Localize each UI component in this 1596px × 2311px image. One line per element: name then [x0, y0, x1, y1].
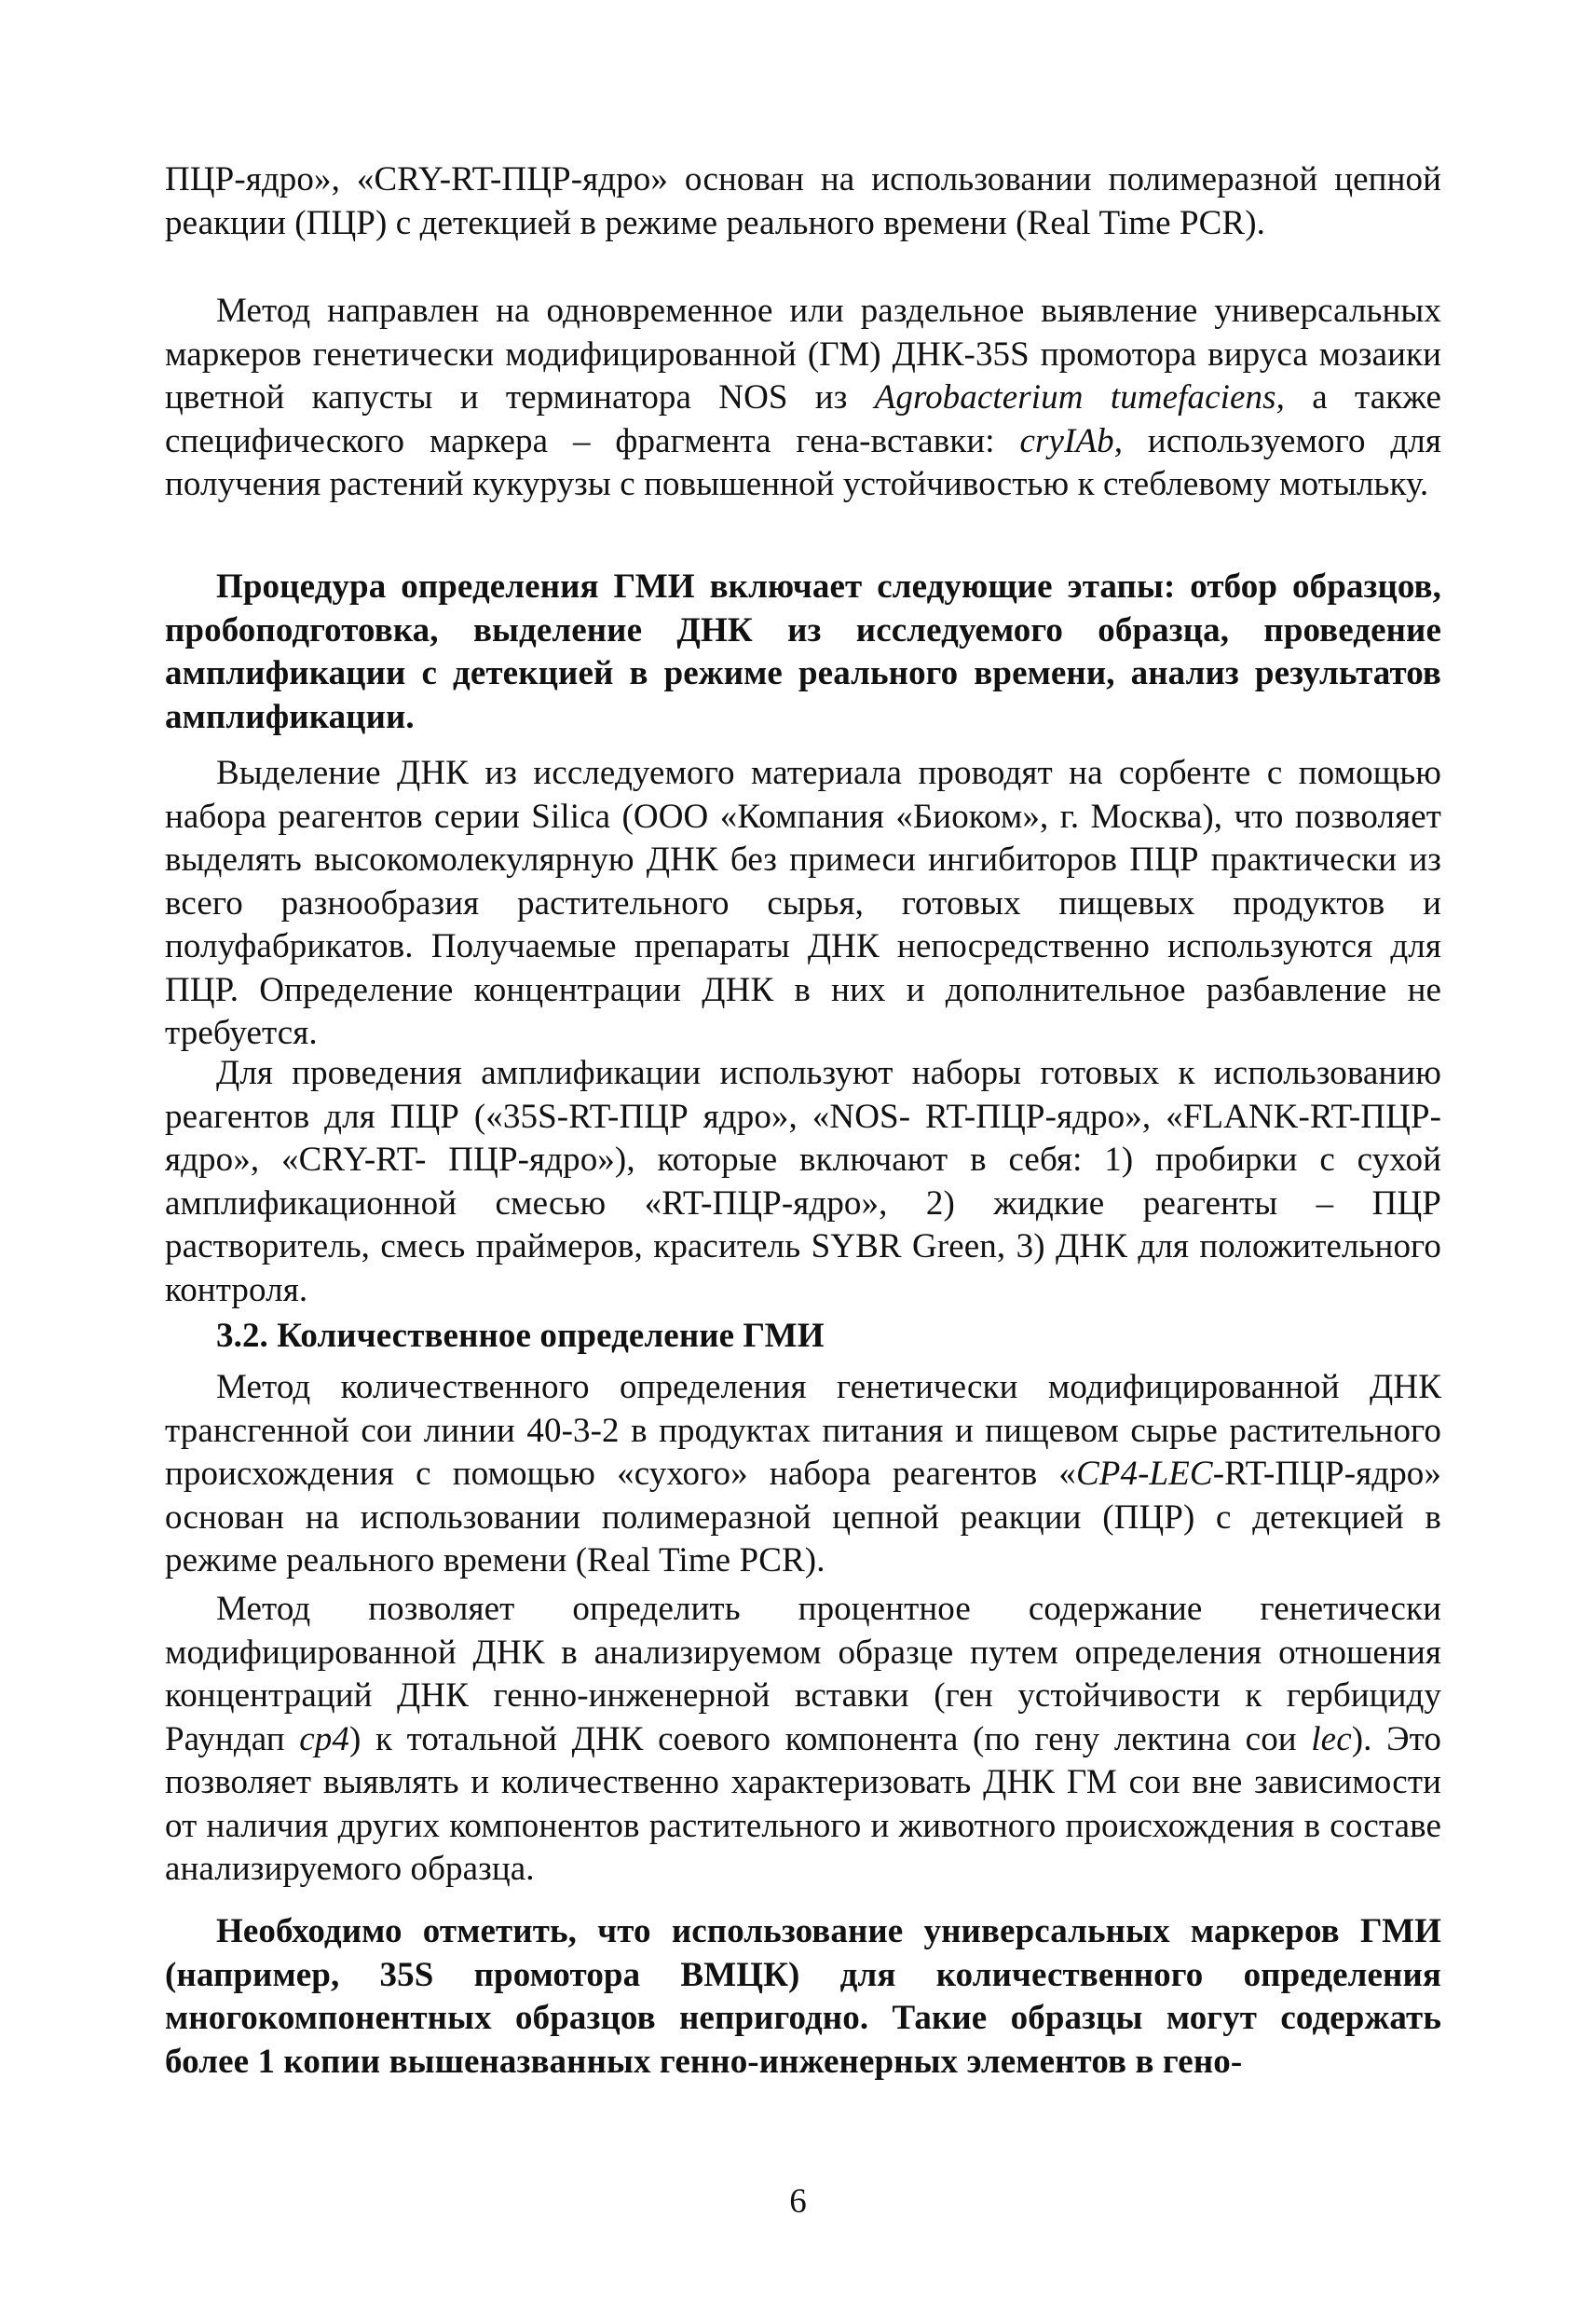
paragraph-3: Процедура определения ГМИ включает следующие этапы: отбор образцов, пробоподготовка, выделение ДНК из исследуемого образца, проведение амплификации с детекцией в режиме реального времени, анализ результатов амплификации.	[165, 567, 1441, 736]
paragraph-8: Необходимо отметить, что использование универсальных маркеров ГМИ (например, 35S промотора ВМЦК) для количественного определения многокомпонентных образцов непригодно. Такие образцы могут содержать более 1 копии вышеназванных генно-инженерных элементов в гено-	[165, 1912, 1441, 2081]
paragraph-2: Метод направлен на одновременное или раздельное выявление универсальных маркеров генетически модифицированной (ГМ) ДНК-35S промотора вируса мозаики цветной капусты и терминатора NOS из Agrobacterium tumefaciens, а также специфического маркера – фрагмента гена-вставки: cryIAb, используемого для получения растений кукурузы с повышенной устойчивостью к стеблевому мотыльку.	[165, 292, 1442, 503]
section-heading	[165, 1315, 1441, 1359]
gene-cp4: cp4	[299, 1719, 349, 1758]
species-name: Agrobacterium tumefaciens,	[874, 378, 1286, 417]
paragraph-5: Для проведения амплификации используют наборы готовых к использованию реагентов для ПЦР («35S-RT-ПЦР ядро», «NOS- RT-ПЦР-ядро», «FLANK-RT-ПЦР-ядро», «CRY-RT- ПЦР-ядро»), которые включают в себя: 1) пробирки с сухой амплификационной смесью «RT-ПЦР-ядро», 2) жидкие реагенты – ПЦР растворитель, смесь праймеров, краситель SYBR Green, 3) ДНК для положительного контроля.	[165, 1054, 1441, 1309]
paragraph-note	[165, 1910, 1441, 2084]
gene-name: cryIAb,	[1019, 421, 1124, 460]
page-number: 6	[789, 2182, 807, 2221]
paragraph-continuation	[165, 158, 1441, 245]
paragraph-procedure-steps	[165, 566, 1441, 739]
paragraph-percentage-method	[165, 1588, 1441, 1892]
heading-3-2: 3.2. Количественное определение ГМИ	[216, 1317, 825, 1355]
paragraph-6: Метод количественного определения генетически модифицированной ДНК трансгенной сои линии 40-3-2 в продуктах питания и пищевом сырье растительного происхождения с помощью «сухого» набора реагентов «CP4-LEC-RT-ПЦР-ядро» основан на использовании полимеразной цепной реакции (ПЦР) с детекцией в режиме реального времени (Real Time PCR).	[165, 1368, 1441, 1579]
gene-lec: lec	[1311, 1719, 1352, 1758]
paragraph-quantitative-method	[165, 1366, 1441, 1583]
paragraph-7: Метод позволяет определить процентное содержание генетически модифицированной ДНК в анализируемом образце путем определения отношения концентраций ДНК генно-инженерной вставки (ген устойчивости к гербициду Раундап cp4) к тотальной ДНК соевого компонента (по гену лектина сои lec). Это позволяет выявлять и количественно характеризовать ДНК ГМ сои вне зависимости от наличия других компонентов растительного и животного происхождения в составе анализируемого образца.	[165, 1590, 1441, 1888]
paragraph-dna-extraction	[165, 752, 1441, 1056]
paragraph-amplification	[165, 1052, 1441, 1312]
paragraph-4: Выделение ДНК из исследуемого материала проводят на сорбенте с помощью набора реагентов серии Silica (ООО «Компания «Биоком», г. Москва), что позволяет выделять высокомолекулярную ДНК без примеси ингибиторов ПЦР практически из всего разнообразия растительного сырья, готовых пищевых продуктов и полуфабрикатов. Получаемые препараты ДНК непосредственно используются для ПЦР. Определение концентрации ДНК в них и дополнительное разбавление не требуется.	[165, 754, 1441, 1052]
paragraph-1: ПЦР-ядро», «CRY-RT-ПЦР-ядро» основан на использовании полимеразной цепной реакции (ПЦР) с детекцией в режиме реального времени (Real Time PCR).	[165, 160, 1441, 242]
paragraph-method-description	[165, 290, 1441, 507]
kit-name: CP4-LEC	[1076, 1455, 1213, 1493]
